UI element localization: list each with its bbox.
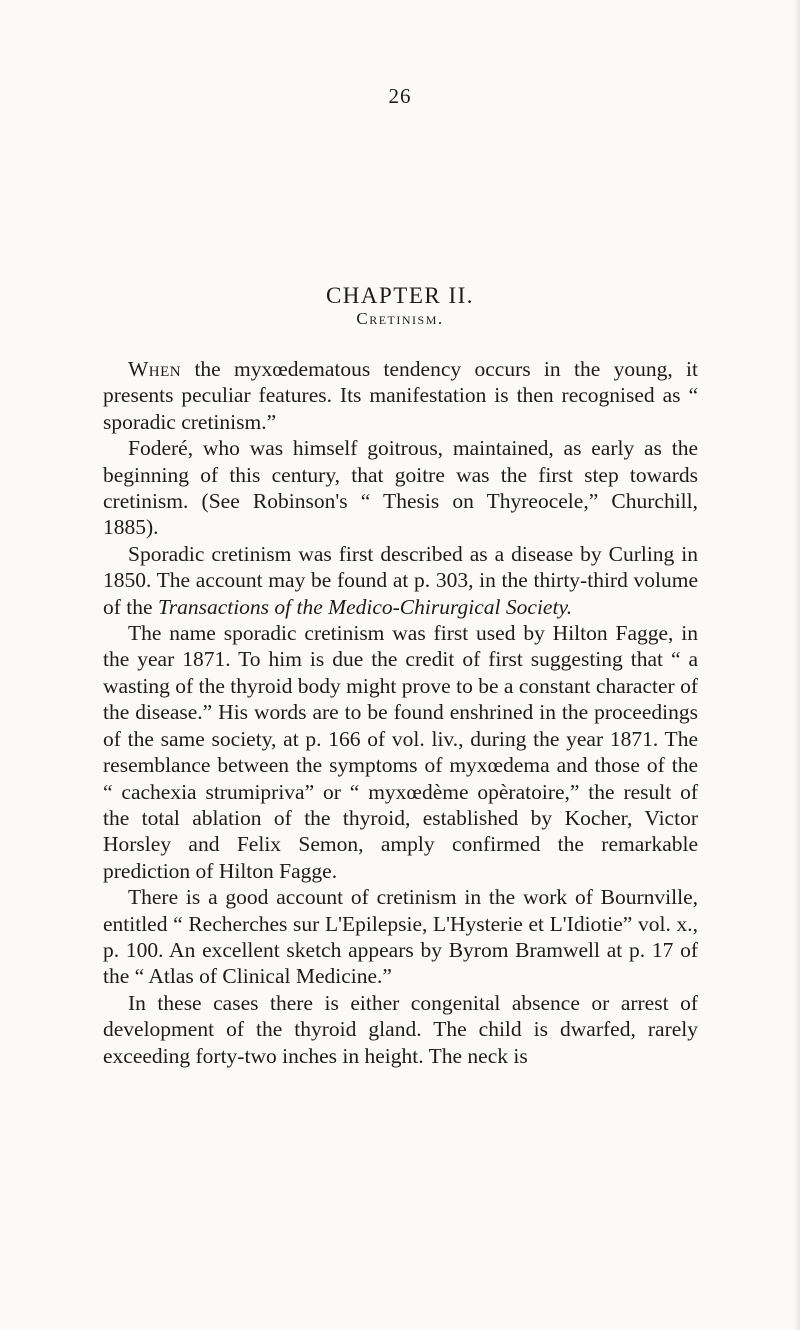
- paragraph-1: [103, 356, 698, 435]
- paragraph-3-italic: Transactions of the Medico-Chirurgical Society.: [157, 594, 573, 619]
- paragraph-1-lead: When: [128, 357, 182, 381]
- paragraph-3: [103, 541, 698, 620]
- paragraph-3-text: Sporadic cretinism was first described as a disease by Curling in 1850. The account may be found at p. 303, in the thirty-third volume of the: [103, 541, 698, 619]
- paragraph-1-text: the myxœdematous tendency occurs in the young, it presents peculiar features. Its manifestation is then recognised as “ sporadic cretinism.”: [103, 357, 698, 434]
- page-edge-shadow: [794, 0, 800, 1330]
- paragraph-2: Foderé, who was himself goitrous, maintained, as early as the beginning of this century, that goitre was the first step towards cretinism. (See Robinson's “ Thesis on Thyreocele,” Churchill, 1885).: [103, 436, 698, 540]
- body-text: [103, 356, 698, 1069]
- section-title: Cretinism.: [356, 309, 444, 328]
- paragraph-6: In these cases there is either congenital absence or arrest of development of the thyroid gland. The child is dwarfed, rarely exceeding forty-two inches in height. The neck is: [103, 990, 698, 1068]
- page-number: 26: [388, 84, 412, 108]
- paragraph-5: There is a good account of cretinism in the work of Bournville, entitled “ Recherches sur L'Epilepsie, L'Hysterie et L'Idiotie” vol. x., p. 100. An excellent sketch appears by Byrom Bramwell at p. 17 of the “ Atlas of Clinical Medicine.”: [103, 885, 698, 989]
- chapter-heading: CHAPTER II.: [325, 283, 475, 308]
- paragraph-4: The name sporadic cretinism was first used by Hilton Fagge, in the year 1871. To him is due the credit of first suggesting that “ a wasting of the thyroid body might prove to be a constant character of the disease.” His words are to be found enshrined in the proceedings of the same society, at p. 166 of vol. liv., during the year 1871. The resemblance between the symptoms of myxœdema and those of the “ cachexia strumipriva” or “ myxœdème opèratoire,” the result of the total ablation of the thyroid, established by Kocher, Victor Horsley and Felix Semon, amply confirmed the remarkable prediction of Hilton Fagge.: [103, 621, 698, 883]
